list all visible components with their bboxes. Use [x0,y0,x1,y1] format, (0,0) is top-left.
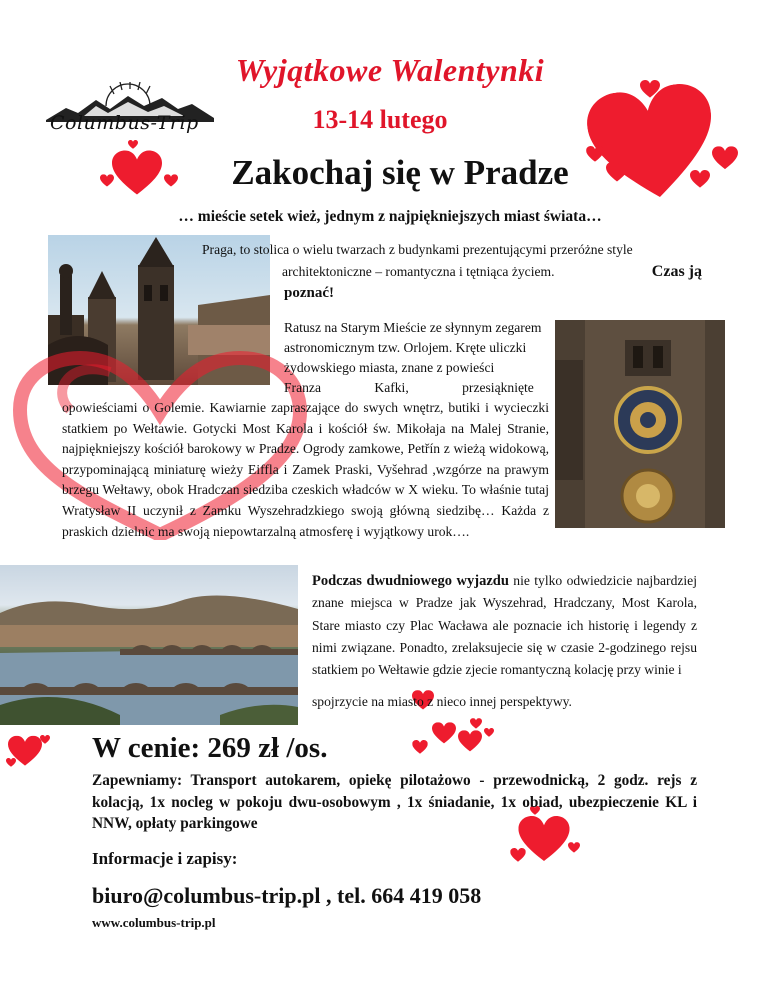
heart-icon [690,170,710,188]
heart-icon [432,722,456,744]
body-line-1: Ratusz na Starym Mieście ze słynnym zegarem [284,320,542,335]
heart-icon [412,740,428,754]
heart-icon [606,162,628,182]
heart-icon [510,848,526,862]
heart-icon [128,140,138,149]
website-link[interactable]: www.columbus-trip.pl [92,915,216,930]
subline: … mieście setek wież, jednym z najpiękniejszych miast świata… [178,208,602,225]
intro-cta-1: Czas ją [651,263,702,280]
logo-text: Columbus-Trip [50,112,199,134]
heart-icon [484,728,494,737]
page-title: Wyjątkowe Walentynki [235,52,545,88]
intro-line-1: Praga, to stolica o wielu twarzach z budynkami prezentującymi przeróżne style [202,242,633,257]
included-services: Zapewniamy: Transport autokarem, opiekę pilotażowo - przewodnicką, 2 godz. rejs z kolacją, 1x nocleg w pokoju dwu-osobowym , 1x śniadanie, 1x obiad, ubezpieczenie KL i NNW, opłaty parkingowe [92,772,697,832]
heart-icon [100,174,114,187]
intro-line-2-text: architektoniczne – romantyczna i tętniąca życiem. [282,264,555,279]
body-line-4 [284,378,554,399]
heart-icon [112,150,162,196]
heart-icon [470,718,482,729]
heart-icon [40,735,50,744]
heart-icon [640,80,660,98]
trip-last-line: spojrzycie na miasto z nieco innej perspektywy. [312,694,572,709]
heart-icon [568,842,580,853]
intro-cta-2: poznać! [284,285,334,301]
info-title: Informacje i zapisy: [92,849,238,868]
heart-icon [164,174,178,187]
heart-icon [458,730,482,752]
trip-paragraph [312,570,697,681]
price: W cenie: 269 zł /os. [92,732,328,764]
body-line-2: astronomicznym tzw. Orlojem. Kręte uliczki [284,340,527,355]
logo [44,82,216,142]
heart-icon [586,146,604,162]
body-paragraph: opowieściami o Golemie. Kawiarnie zapraszające do swych wnętrz, butiki i wycieczki statkiem po Wełtawie. Gotycki Most Karola i kościół św. Mikołaja na Malej Stranie, najpiękniejszy kościół barokowy w Pradze. Ogrody zamkowe, Petřín z wieżą widokową, przypominającą miniaturę wieży Eiffla i Zamek Praski, Vyšehrad ,wzgórze na prawym brzegu Wełtawy, obok Hradczan siedziba czeskich władców w X wieku. To właśnie tutaj Wratysław II uczynił z Zamku Wyszehradzkiego swoją główną siedzibę… Każda z praskich dzielnic ma swoją niepowtarzalną atmosferę i wyjątkowy urok…. [62,400,549,539]
trip-text: nie tylko odwiedzicie najbardziej znane miejsca w Pradze jak Wyszehrad, Hradczany, Most Karola, Stare miasto czy Plac Wacława ale poznacie ich historię i legendy z nimi związane. Ponadto, zrelaksujecie się w czasie 2-godzinego rejsu statkiem po Wełtawie gdzie zjecie romantyczną kolację przy winie i [312,573,697,678]
headline: Zakochaj się w Pradze [231,153,569,192]
heart-icon [583,80,722,208]
photo-astronomical-clock [555,320,725,528]
intro-line-2 [282,262,702,283]
contact-details[interactable]: biuro@columbus-trip.pl , tel. 664 419 058 [92,883,482,908]
body-line-3: żydowskiego miasta, znane z powieści [284,360,495,375]
event-dates: 13-14 lutego [312,105,448,134]
trip-bold-lead: Podczas dwudniowego wyjazdu [312,573,509,589]
body-line-4-text: Franza Kafki, przesiąknięte [284,380,534,395]
heart-icon [6,758,16,767]
photo-vltava-bridges [0,565,298,725]
heart-icon [712,146,738,170]
